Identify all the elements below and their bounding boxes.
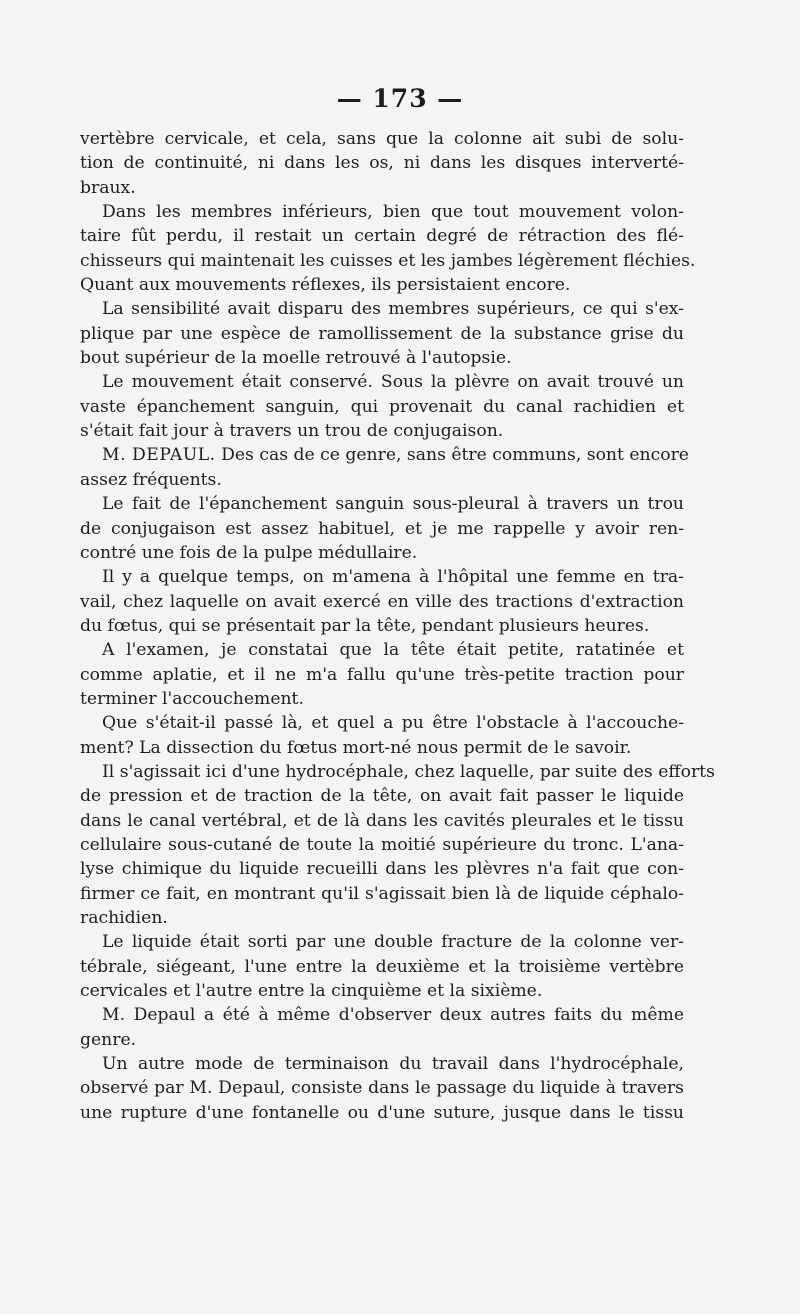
text-line: chisseurs qui maintenait les cuisses et les jambes légèrement fléchies. [80,250,696,271]
text-line: s'était fait jour à travers un trou de conjugaison. [80,421,504,442]
text-line: A l'examen, je constatai que la tête était petite, ratatinée et [102,640,684,661]
text-line: braux. [80,177,136,198]
text-line: vaste épanchement sanguin, qui provenait du canal rachidien et [80,396,684,417]
text-line: Que s'était-il passé là, et quel a pu être l'obstacle à l'accouche- [102,713,684,734]
text-line: ment? La dissection du fœtus mort-né nous permit de le savoir. [80,737,632,758]
text-line: cervicales et l'autre entre la cinquième et la sixième. [80,981,543,1002]
text-line: lyse chimique du liquide recueilli dans les plèvres n'a fait que con- [80,859,684,880]
text-line: Quant aux mouvements réflexes, ils persistaient encore. [80,275,571,296]
text-line: contré une fois de la pulpe médullaire. [80,542,418,563]
text-line: Il s'agissait ici d'une hydrocéphale, chez laquelle, par suite des efforts [102,761,715,782]
text-line: dans le canal vertébral, et de là dans les cavités pleurales et le tissu [80,810,684,831]
text-line: assez fréquents. [80,469,222,490]
text-line: La sensibilité avait disparu des membres supérieurs, ce qui s'ex- [102,299,684,320]
text-line: M. Depaul a été à même d'observer deux autres faits du même [102,1005,684,1026]
text-line: genre. [80,1029,137,1050]
body-text [80,127,715,1125]
page-number: — 173 — [336,84,464,113]
text-line: cellulaire sous-cutané de toute la moitié supérieure du tronc. L'ana- [80,834,684,855]
text-line: observé par M. Depaul, consiste dans le passage du liquide à travers [80,1078,684,1099]
speaker-name: M. DEPAUL. [102,445,216,466]
text-line: de pression et de traction de la tête, on avait fait passer le liquide [80,786,684,807]
text-line: Le mouvement était conservé. Sous la plèvre on avait trouvé un [102,372,684,393]
text-line: terminer l'accouchement. [80,688,304,709]
text-line: M. DEPAUL. Des cas de ce genre, sans être communs, sont encore [102,445,689,466]
text-line: vail, chez laquelle on avait exercé en ville des tractions d'extraction [80,591,684,612]
text-line: comme aplatie, et il ne m'a fallu qu'une très-petite traction pour [80,664,684,685]
text-line: plique par une espèce de ramollissement de la substance grise du [80,323,684,344]
text-line: rachidien. [80,908,168,928]
text-line: taire fût perdu, il restait un certain degré de rétraction des flé- [80,226,684,247]
text-line: une rupture d'une fontanelle ou d'une suture, jusque dans le tissu [80,1102,684,1123]
text-line: tion de continuité, ni dans les os, ni dans les disques interverté- [80,153,684,174]
text-line: Il y a quelque temps, on m'amena à l'hôpital une femme en tra- [102,567,684,588]
text-line: tébrale, siégeant, l'une entre la deuxième et la troisième vertèbre [80,956,684,977]
text-line: vertèbre cervicale, et cela, sans que la colonne ait subi de solu- [80,129,684,149]
text-line: du fœtus, qui se présentait par la tête, pendant plusieurs heures. [80,615,650,636]
text-line: bout supérieur de la moelle retrouvé à l'autopsie. [80,348,512,369]
text-line: Le fait de l'épanchement sanguin sous-pleural à travers un trou [102,494,684,515]
text-line: de conjugaison est assez habituel, et je me rappelle y avoir ren- [80,518,684,539]
text-line: firmer ce fait, en montrant qu'il s'agissait bien là de liquide céphalo- [80,883,684,904]
text-line: Le liquide était sorti par une double fracture de la colonne ver- [102,932,684,953]
text-line: Dans les membres inférieurs, bien que tout mouvement volon- [102,202,684,223]
text-line: Un autre mode de terminaison du travail dans l'hydrocéphale, [102,1054,684,1075]
